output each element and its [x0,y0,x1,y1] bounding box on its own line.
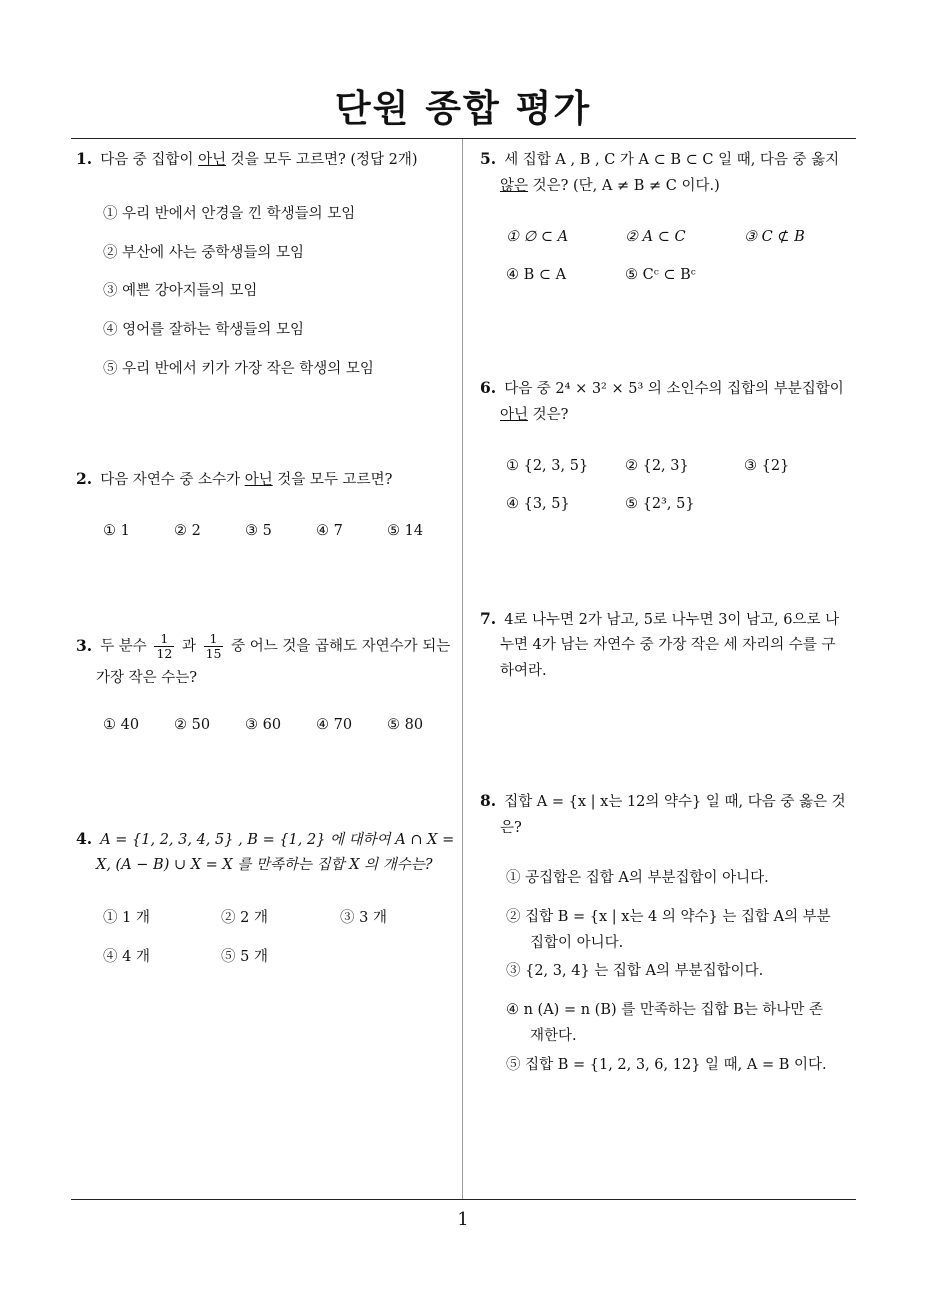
question-3-line2: 가장 작은 수는? [96,670,198,686]
q3-option-3[interactable]: ③ 60 [245,717,282,733]
q1-option-4[interactable]: ④ 영어를 잘하는 학생들의 모임 [103,322,305,338]
q5-option-1[interactable]: ① ∅ ⊂ A [506,229,569,245]
q1-option-2[interactable]: ② 부산에 사는 중학생들의 모임 [103,245,305,261]
q2-option-1[interactable]: ① 1 [103,523,130,539]
q8-option-2[interactable]: ② 집합 B = {x | x는 4 의 약수} 는 집합 A의 부분 [506,909,831,925]
fraction-1-15: $\frac{1}{15}$ [205,631,222,661]
q1-option-3[interactable]: ③ 예쁜 강아지들의 모임 [103,283,258,299]
q6-option-3[interactable]: ③ {2} [744,458,790,474]
q5-option-3[interactable]: ③ C ⊄ B [744,229,805,245]
q2-option-5[interactable]: ⑤ 14 [387,523,424,539]
question-number: 8. [480,791,497,810]
q4-option-2[interactable]: ② 2 개 [221,910,268,926]
question-8: 8. 집합 A = {x | x는 12의 약수} 일 때, 다음 중 옳은 것 [480,791,846,810]
question-4: 4. A = {1, 2, 3, 4, 5} , B = {1, 2} 에 대하여 A ∩ X = [76,829,455,848]
question-number: 7. [480,609,497,628]
question-number: 2. [76,469,93,488]
q8-option-5[interactable]: ⑤ 집합 B = {1, 2, 3, 6, 12} 일 때, A = B 이다. [506,1057,827,1073]
q6-option-2[interactable]: ② {2, 3} [625,458,689,474]
q4-option-4[interactable]: ④ 4 개 [103,949,150,965]
question-8-line2: 은? [500,820,522,836]
question-number: 3. [76,635,93,655]
q1-option-5[interactable]: ⑤ 우리 반에서 키가 가장 작은 학생의 모임 [103,361,374,377]
q2-option-4[interactable]: ④ 7 [316,523,343,539]
question-1: 1. 다음 중 집합이 아닌 것을 모두 고르면? (정답 2개) [76,149,418,168]
question-7-line3: 하여라. [500,663,547,679]
question-number: 5. [480,149,497,168]
q8-option-4[interactable]: ④ n (A) = n (B) 를 만족하는 집합 B는 하나만 존 [506,1002,824,1018]
q2-option-3[interactable]: ③ 5 [245,523,272,539]
question-2: 2. 다음 자연수 중 소수가 아닌 것을 모두 고르면? [76,469,393,488]
question-6: 6. 다음 중 2⁴ × 3² × 5³ 의 소인수의 집합의 부분집합이 [480,378,844,397]
q8-option-3[interactable]: ③ {2, 3, 4} 는 집합 A의 부분집합이다. [506,963,764,979]
q5-option-2[interactable]: ② A ⊂ C [625,229,686,245]
question-4-line2: X, (A − B) ∪ X = X 를 만족하는 집합 X 의 개수는? [96,857,433,873]
q3-option-2[interactable]: ② 50 [174,717,211,733]
question-5-line2: 않은 것은? (단, A ≠ B ≠ C 이다.) [500,178,720,194]
question-3: 3. 두 분수 $\frac{1}{12}$ 과 $\frac{1}{15}$ 중 어느 것을 곱해도 자연수가 되는 [76,631,451,661]
q2-option-2[interactable]: ② 2 [174,523,201,539]
q3-option-5[interactable]: ⑤ 80 [387,717,424,733]
bottom-rule [71,1199,856,1200]
q4-option-3[interactable]: ③ 3 개 [340,910,387,926]
question-6-line2: 아닌 것은? [500,407,569,423]
q6-option-1[interactable]: ① {2, 3, 5} [506,458,589,474]
question-7: 7. 4로 나누면 2가 남고, 5로 나누면 3이 남고, 6으로 나 [480,609,840,628]
top-rule [71,138,856,139]
question-number: 6. [480,378,497,397]
q4-option-1[interactable]: ① 1 개 [103,910,150,926]
q5-option-4[interactable]: ④ B ⊂ A [506,267,567,283]
q3-option-1[interactable]: ① 40 [103,717,140,733]
q6-option-4[interactable]: ④ {3, 5} [506,496,570,512]
question-number: 4. [76,829,93,848]
fraction-1-12: $\frac{1}{12}$ [156,631,173,661]
q4-option-5[interactable]: ⑤ 5 개 [221,949,268,965]
q8-option-1[interactable]: ① 공집합은 집합 A의 부분집합이 아니다. [506,870,769,886]
question-7-line2: 누면 4가 남는 자연수 중 가장 작은 세 자리의 수를 구 [500,637,836,653]
q1-option-1[interactable]: ① 우리 반에서 안경을 낀 학생들의 모임 [103,206,356,222]
page-number: 1 [457,1209,469,1230]
q6-option-5[interactable]: ⑤ {2³, 5} [625,496,695,512]
question-number: 1. [76,149,93,168]
page-title: 단원 종합 평가 [334,87,592,130]
q3-option-4[interactable]: ④ 70 [316,717,353,733]
column-divider [462,139,463,1199]
q8-option-2-cont: 집합이 아니다. [530,935,624,951]
question-5: 5. 세 집합 A , B , C 가 A ⊂ B ⊂ C 일 때, 다음 중 옳지 [480,149,840,168]
q8-option-4-cont: 재한다. [530,1028,577,1044]
q5-option-5[interactable]: ⑤ Cᶜ ⊂ Bᶜ [625,267,696,283]
